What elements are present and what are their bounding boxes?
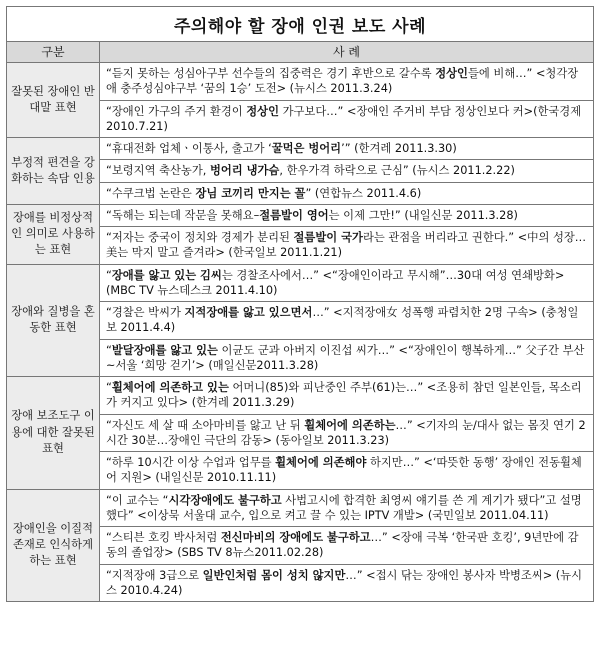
example-cell — [100, 100, 594, 138]
example-text: “자신도 세 살 때 소아마비를 앓고 난 뒤 — [106, 418, 305, 432]
example-text: “이 교수는 “ — [106, 493, 169, 507]
category-cell: 부정적 편견을 강화하는 속담 인용 — [7, 138, 100, 205]
example-text: “지적장애 3급으로 — [106, 568, 203, 582]
highlighted-phrase: 장애를 앓고 있는 김씨 — [111, 268, 222, 282]
table-row — [7, 138, 594, 160]
highlighted-phrase: 전신마비의 장애에도 불구하고 — [220, 531, 371, 544]
table-row — [7, 264, 594, 302]
highlighted-phrase: 휠체어에 의존하고 있는 — [111, 381, 229, 394]
table-row — [7, 204, 594, 226]
example-cell — [100, 204, 594, 226]
highlighted-phrase: 지적장애를 앓고 있으면서 — [184, 306, 313, 319]
example-text: “수쿠크법 논란은 — [106, 186, 196, 200]
example-text: 하지만…” <‘따뜻한 동행’ 장애인 전동휠체어 지원> (내일신문 2010.11.11) — [106, 456, 582, 485]
example-cell — [100, 564, 594, 602]
example-text: …” <접시 닦는 장애인 봉사자 박병조씨> (뉴시스 2010.4.24) — [106, 568, 583, 597]
category-cell: 장애를 비정상적인 의미로 사용하는 표현 — [7, 204, 100, 264]
header-category: 구분 — [7, 42, 100, 63]
example-text: ’” (한겨레 2011.3.30) — [341, 142, 457, 155]
example-text: “장애인 가구의 주거 환경이 — [106, 104, 247, 118]
example-cell — [100, 377, 594, 415]
example-text: 이균도 군과 아버지 이진섭 씨가…” <“장애인이 행복하게…” 父子간 부산~서울 ‘희망 걷기’> (매일신문2011.3.28) — [106, 343, 585, 372]
example-text: , 한우가격 하락으로 근심” (뉴시스 2011.2.22) — [279, 164, 515, 178]
example-text: “휴대전화 업체ㆍ이통사, 출고가 ‘ — [106, 142, 272, 155]
table-row — [7, 377, 594, 415]
example-text: “하루 10시간 이상 수업과 업무를 — [106, 456, 276, 469]
category-cell: 잘못된 장애인 반대말 표현 — [7, 63, 100, 138]
example-cell — [100, 264, 594, 302]
example-cell — [100, 227, 594, 265]
table-row — [7, 489, 594, 527]
example-text: ” (연합뉴스 2011.4.6) — [305, 186, 422, 200]
example-text: …” <지적장애女 성폭행 파렴치한 2명 구속> (충청일보 2011.4.4) — [106, 306, 579, 335]
example-cell — [100, 527, 594, 565]
table-row — [7, 63, 594, 101]
highlighted-phrase: 정상인 — [246, 104, 280, 118]
example-text: 들에 비해…” <청각장애 충주성심야구부 ‘꿈의 1승’ 도전> (뉴시스 2011.3.24) — [106, 67, 579, 96]
example-text: “독해는 되는데 작문을 못해요– — [106, 208, 260, 222]
example-text: “경찰은 박씨가 — [106, 306, 185, 319]
example-cell — [100, 138, 594, 160]
highlighted-phrase: 휠체어에 의존하는 — [304, 418, 396, 432]
example-cell — [100, 160, 594, 182]
example-text: “보령지역 축산농가, — [106, 164, 210, 178]
highlighted-phrase: 정상인 — [435, 67, 468, 80]
highlighted-phrase: 일반인처럼 몸이 성치 않지만 — [202, 568, 346, 582]
highlighted-phrase: 꿀먹은 벙어리 — [271, 142, 342, 155]
category-cell: 장애 보조도구 이용에 대한 잘못된 표현 — [7, 377, 100, 490]
example-text: 가구보다…” <장애인 주거비 부담 정상인보다 커>(한국경제 2010.7.21) — [106, 104, 582, 133]
category-cell: 장애인을 이질적 존재로 인식하게 하는 표현 — [7, 489, 100, 602]
example-cell — [100, 182, 594, 204]
highlighted-phrase: 절름발이 국가 — [293, 231, 363, 244]
highlighted-phrase: 벙어리 냉가슴 — [209, 164, 280, 178]
example-text: “ — [106, 381, 112, 394]
example-cell — [100, 63, 594, 101]
category-cell: 장애와 질병을 혼동한 표현 — [7, 264, 100, 377]
highlighted-phrase: 시각장애에도 불구하고 — [168, 493, 282, 507]
example-cell — [100, 339, 594, 377]
example-cell — [100, 489, 594, 527]
example-text: 는 경찰조사에서…” <“장애인이라고 무시해”…30대 여성 연쇄방화> (MBC TV 뉴스데스크 2011.4.10) — [106, 268, 565, 297]
example-text: …” <기자의 눈/대사 없는 몸짓 연기 2시간 30분…장애인 극단의 감동> (동아일보 2011.3.23) — [106, 418, 586, 447]
example-text: 어머니(85)와 피난중인 주부(61)는…” <조용히 참던 일본인들, 목소리가 커지고 있다> (한겨레 2011.3.29) — [106, 381, 582, 410]
example-text: “스티븐 호킹 박사처럼 — [106, 531, 221, 544]
example-cell — [100, 302, 594, 340]
highlighted-phrase: 발달장애를 앓고 있는 — [111, 343, 218, 357]
example-cell — [100, 414, 594, 452]
example-text: “ — [106, 343, 112, 357]
example-text: …” <장애 극복 ‘한국판 호킹’, 9년만에 감동의 졸업장> (SBS TV 8뉴스2011.02.28) — [106, 531, 579, 560]
highlighted-phrase: 장님 코끼리 만지는 꼴 — [195, 186, 306, 200]
example-text: 라는 관점을 버리라고 권한다.” <中의 성장… 美는 막지 말고 즐겨라> (한국일보 2011.1.21) — [106, 231, 587, 260]
example-text: “듣지 못하는 성심아구부 선수들의 집중력은 경기 후반으로 갈수록 — [106, 67, 436, 80]
highlighted-phrase: 휠체어에 의존해야 — [275, 456, 367, 469]
table-body — [7, 63, 594, 602]
table-header-row — [7, 42, 594, 63]
example-text: 사법고시에 합격한 최영씨 얘기를 쓴 게 계기가 됐다”고 설명했다” <이상묵 서울대 교수, 입으로 켜고 끌 수 있는 IPTV 개발> (국민일보 2011.04.11) — [106, 493, 582, 522]
example-cell — [100, 452, 594, 490]
example-text: “저자는 중국이 정치와 경제가 분리된 — [106, 231, 294, 244]
example-text: 는 이제 그만!” (내일신문 2011.3.28) — [328, 208, 518, 222]
report-table — [6, 41, 594, 602]
example-text: “ — [106, 268, 112, 282]
header-example: 사 례 — [100, 42, 594, 63]
page-title: 주의해야 할 장애 인권 보도 사례 — [6, 6, 594, 41]
highlighted-phrase: 절름발이 영어 — [259, 208, 329, 222]
